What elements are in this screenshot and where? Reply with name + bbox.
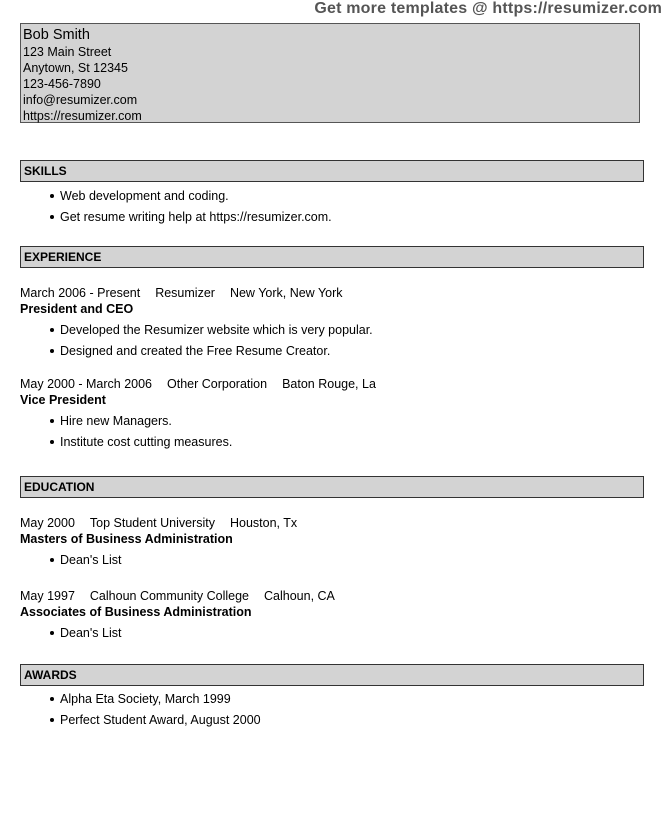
list-item: Designed and created the Free Resume Creator. (20, 343, 644, 364)
job-bullets (20, 413, 644, 455)
contact-email[interactable]: info@resumizer.com (23, 93, 138, 107)
job-location: Baton Rouge, La (282, 377, 376, 391)
contact-city: Anytown, St 12345 (23, 61, 128, 75)
contact-street: 123 Main Street (23, 45, 112, 59)
education-location: Houston, Tx (229, 516, 298, 530)
education-date: May 1997 (20, 589, 75, 603)
promo-link[interactable]: Get more templates @ https://resumizer.com (314, 0, 662, 17)
job-entry (20, 376, 644, 455)
education-date: May 2000 (20, 516, 75, 530)
education-school: Top Student University (89, 516, 215, 530)
list-item: Dean's List (20, 552, 644, 573)
skills-heading: SKILLS (20, 160, 644, 182)
job-title: President and CEO (20, 302, 134, 316)
education-bullets (20, 552, 644, 573)
job-company: Other Corporation (167, 377, 268, 391)
education-entry (20, 515, 644, 573)
education-degree: Associates of Business Administration (20, 605, 252, 619)
list-item: Get resume writing help at https://resumizer.com. (20, 209, 644, 230)
list-item: Developed the Resumizer website which is very popular. (20, 322, 644, 343)
awards-heading: AWARDS (20, 664, 644, 686)
education-degree: Masters of Business Administration (20, 532, 233, 546)
education-entry (20, 588, 644, 646)
experience-section (20, 246, 644, 455)
education-meta (20, 515, 644, 531)
list-item: Alpha Eta Society, March 1999 (20, 691, 644, 712)
job-entry (20, 285, 644, 364)
education-meta (20, 588, 644, 604)
education-heading: EDUCATION (20, 476, 644, 498)
list-item: Dean's List (20, 625, 644, 646)
contact-header (20, 23, 640, 123)
job-meta (20, 285, 644, 301)
education-location: Calhoun, CA (264, 589, 335, 603)
education-bullets (20, 625, 644, 646)
list-item: Web development and coding. (20, 188, 644, 209)
awards-list (20, 691, 644, 733)
job-dates: March 2006 - Present (20, 286, 141, 300)
job-company: Resumizer (155, 286, 215, 300)
awards-section (20, 664, 644, 733)
education-school: Calhoun Community College (89, 589, 250, 603)
skills-list (20, 188, 644, 230)
education-section (20, 476, 644, 646)
list-item: Hire new Managers. (20, 413, 644, 434)
contact-phone: 123-456-7890 (23, 77, 101, 91)
experience-heading: EXPERIENCE (20, 246, 644, 268)
job-location: New York, New York (229, 286, 343, 300)
list-item: Perfect Student Award, August 2000 (20, 712, 644, 733)
job-title: Vice President (20, 393, 106, 407)
job-meta (20, 376, 644, 392)
skills-section (20, 160, 644, 230)
contact-website[interactable]: https://resumizer.com (23, 109, 142, 123)
list-item: Institute cost cutting measures. (20, 434, 644, 455)
job-dates: May 2000 - March 2006 (20, 377, 153, 391)
contact-name: Bob Smith (23, 27, 90, 43)
job-bullets (20, 322, 644, 364)
